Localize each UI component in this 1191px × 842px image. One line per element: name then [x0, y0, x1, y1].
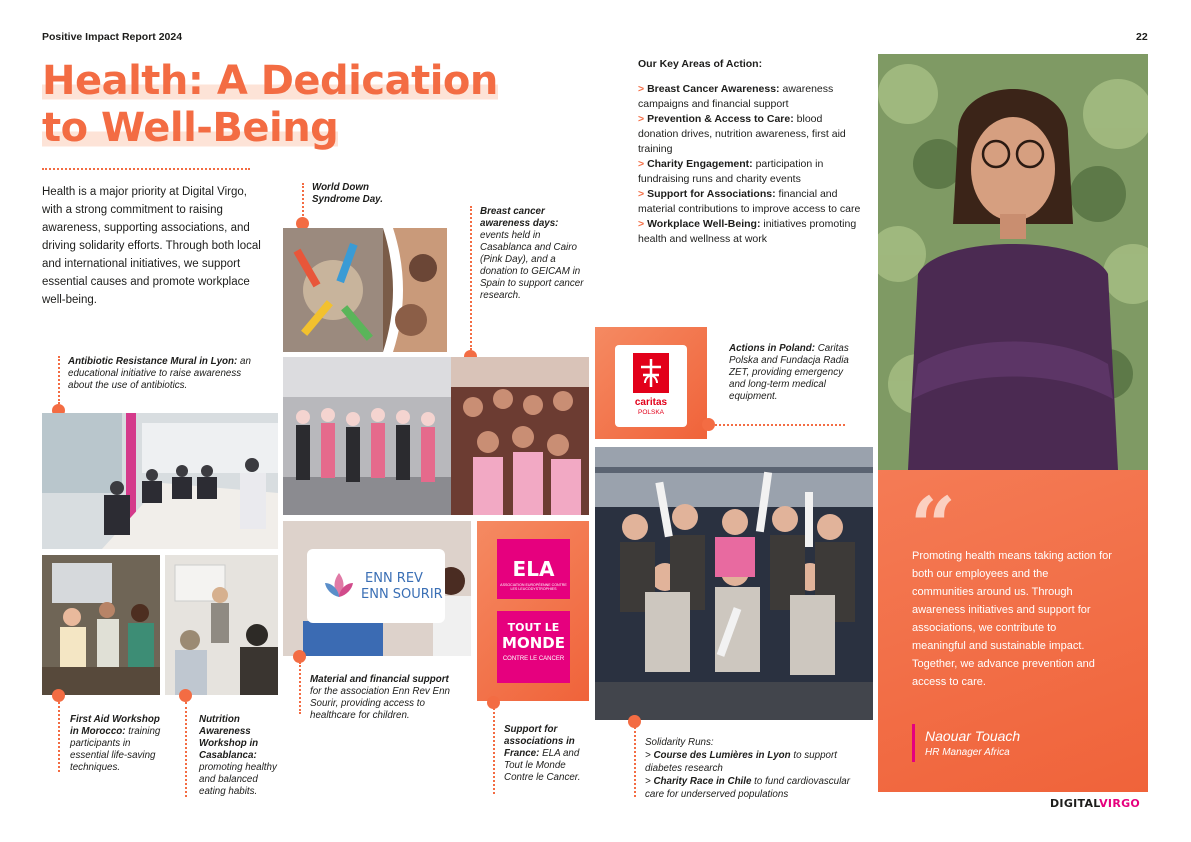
marker-dot: [52, 689, 65, 702]
marker-dot: [702, 418, 715, 431]
caritas-line2: POLSKA: [637, 409, 664, 416]
logo-part-1: DIGITAL: [1050, 797, 1100, 810]
marker-dot: [179, 689, 192, 702]
quote-author-name: Naouar Touach: [925, 728, 1021, 744]
lotus-icon: [319, 565, 359, 605]
page-title: [42, 58, 498, 152]
caption-nutrition: Nutrition Awareness Workshop in Casablanca: promoting healthy and balanced eating habits.: [199, 714, 277, 797]
runs-item-1: > Course des Lumières in Lyon to support diabetes research: [645, 750, 837, 774]
caption-enn-rev: Material and financial support for the association Enn Rev Enn Sourir, providing access to healthcare for children.: [310, 674, 450, 721]
caption-mural: Antibiotic Resistance Mural in Lyon: an educational initiative to raise awareness about the use of antibiotics.: [68, 356, 251, 391]
connector-first-aid: [58, 702, 60, 772]
photo-pink-day-group: [283, 357, 589, 515]
ela-logo: [497, 539, 570, 599]
enn-rev-logo-card: [307, 549, 445, 623]
tout-le-monde-line2: MONDE: [502, 634, 565, 652]
runs-item-2: > Charity Race in Chile to fund cardiovascular care for underserved populations: [645, 776, 851, 800]
quote-text: Promoting health means taking action for both our employees and the communities around us. Through awareness initiatives and support for associations, we contribute to meaningful and sustainable impact. Together, we advance prevention and access to care.: [912, 550, 1112, 688]
caption-poland: Actions in Poland: Caritas Polska and Fundacja Radia ZET, providing emergency and long-term medical equipment.: [729, 343, 849, 402]
photo-down-syndrome-socks: [283, 228, 447, 352]
enn-rev-line1: ENN REV: [365, 571, 423, 586]
tout-le-monde-line1: TOUT LE: [507, 621, 560, 634]
caption-first-aid: First Aid Workshop in Morocco: training participants in essential life-saving techniques.: [70, 714, 161, 773]
title-line-1: Health: A Dedication: [42, 58, 498, 104]
quote-icon: “: [910, 479, 957, 573]
caritas-logo: [615, 345, 687, 427]
runs-heading: Solidarity Runs:: [645, 737, 714, 748]
title-divider: [42, 168, 250, 170]
connector-france: [493, 708, 495, 794]
title-line-2: to Well-Being: [42, 105, 339, 151]
key-areas: [638, 57, 864, 247]
key-area-item-4: > Support for Associations: financial and material contributions to improve access to care: [638, 188, 861, 215]
caritas-cross-icon: [633, 353, 669, 393]
photo-nutrition-workshop: [165, 555, 278, 695]
digital-virgo-logo: [1050, 797, 1140, 810]
key-area-item-1: > Breast Cancer Awareness: awareness campaigns and financial support: [638, 83, 834, 110]
connector-nutrition: [185, 702, 187, 797]
key-areas-heading: Our Key Areas of Action:: [638, 58, 763, 70]
photo-first-aid-workshop: [42, 555, 160, 695]
caption-breast-cancer: Breast cancer awareness days: events held in Casablanca and Cairo (Pink Day), and a donation to GEICAM in Spain to support cancer research.: [480, 206, 584, 301]
caritas-line1: caritas: [634, 397, 668, 408]
caritas-panel: [595, 327, 707, 439]
page-number: 22: [1136, 31, 1148, 43]
quote-author-role: HR Manager Africa: [925, 747, 1010, 758]
quote-accent-bar: [912, 724, 915, 762]
key-area-item-5: > Workplace Well-Being: initiatives promoting health and wellness at work: [638, 218, 857, 245]
photo-solidarity-run: [595, 447, 873, 720]
tout-le-monde-logo: [497, 611, 570, 683]
connector-mural: [58, 356, 60, 404]
enn-rev-line2: ENN SOURIR: [361, 587, 443, 602]
connector-enn-rev: [299, 662, 301, 714]
portrait-photo: [878, 54, 1148, 470]
logo-part-2: VIRGO: [1099, 797, 1141, 810]
france-associations-panel: [477, 521, 589, 701]
solidarity-runs: [645, 736, 870, 801]
photo-mural-meeting: [42, 413, 278, 549]
key-area-item-2: > Prevention & Access to Care: blood donation drives, nutrition awareness, first aid training: [638, 113, 846, 155]
report-title: Positive Impact Report 2024: [42, 31, 183, 43]
photo-enn-rev-enn-sourir: [283, 521, 471, 656]
caption-france: Support for associations in France: ELA and Tout le Monde Contre le Cancer.: [504, 724, 581, 783]
intro-paragraph: Health is a major priority at Digital Virgo, with a strong commitment to raising awareness, supporting associations, and driving solidarity efforts. Through both local and international initiatives, we support essential causes and promote workplace well-being.: [42, 186, 261, 306]
ela-logo-subtitle: ASSOCIATION EUROPÉENNE CONTRE LES LEUCODYSTROPHIES: [500, 583, 567, 591]
key-area-item-3: > Charity Engagement: participation in fundraising runs and charity events: [638, 158, 824, 185]
ela-logo-text: ELA: [512, 557, 555, 581]
tout-le-monde-subtitle: CONTRE LE CANCER: [502, 656, 565, 662]
connector-breast-cancer: [470, 206, 472, 350]
connector-runs: [634, 727, 636, 797]
connector-poland: [715, 424, 845, 426]
caption-down-syndrome: World Down Syndrome Day.: [312, 182, 383, 205]
